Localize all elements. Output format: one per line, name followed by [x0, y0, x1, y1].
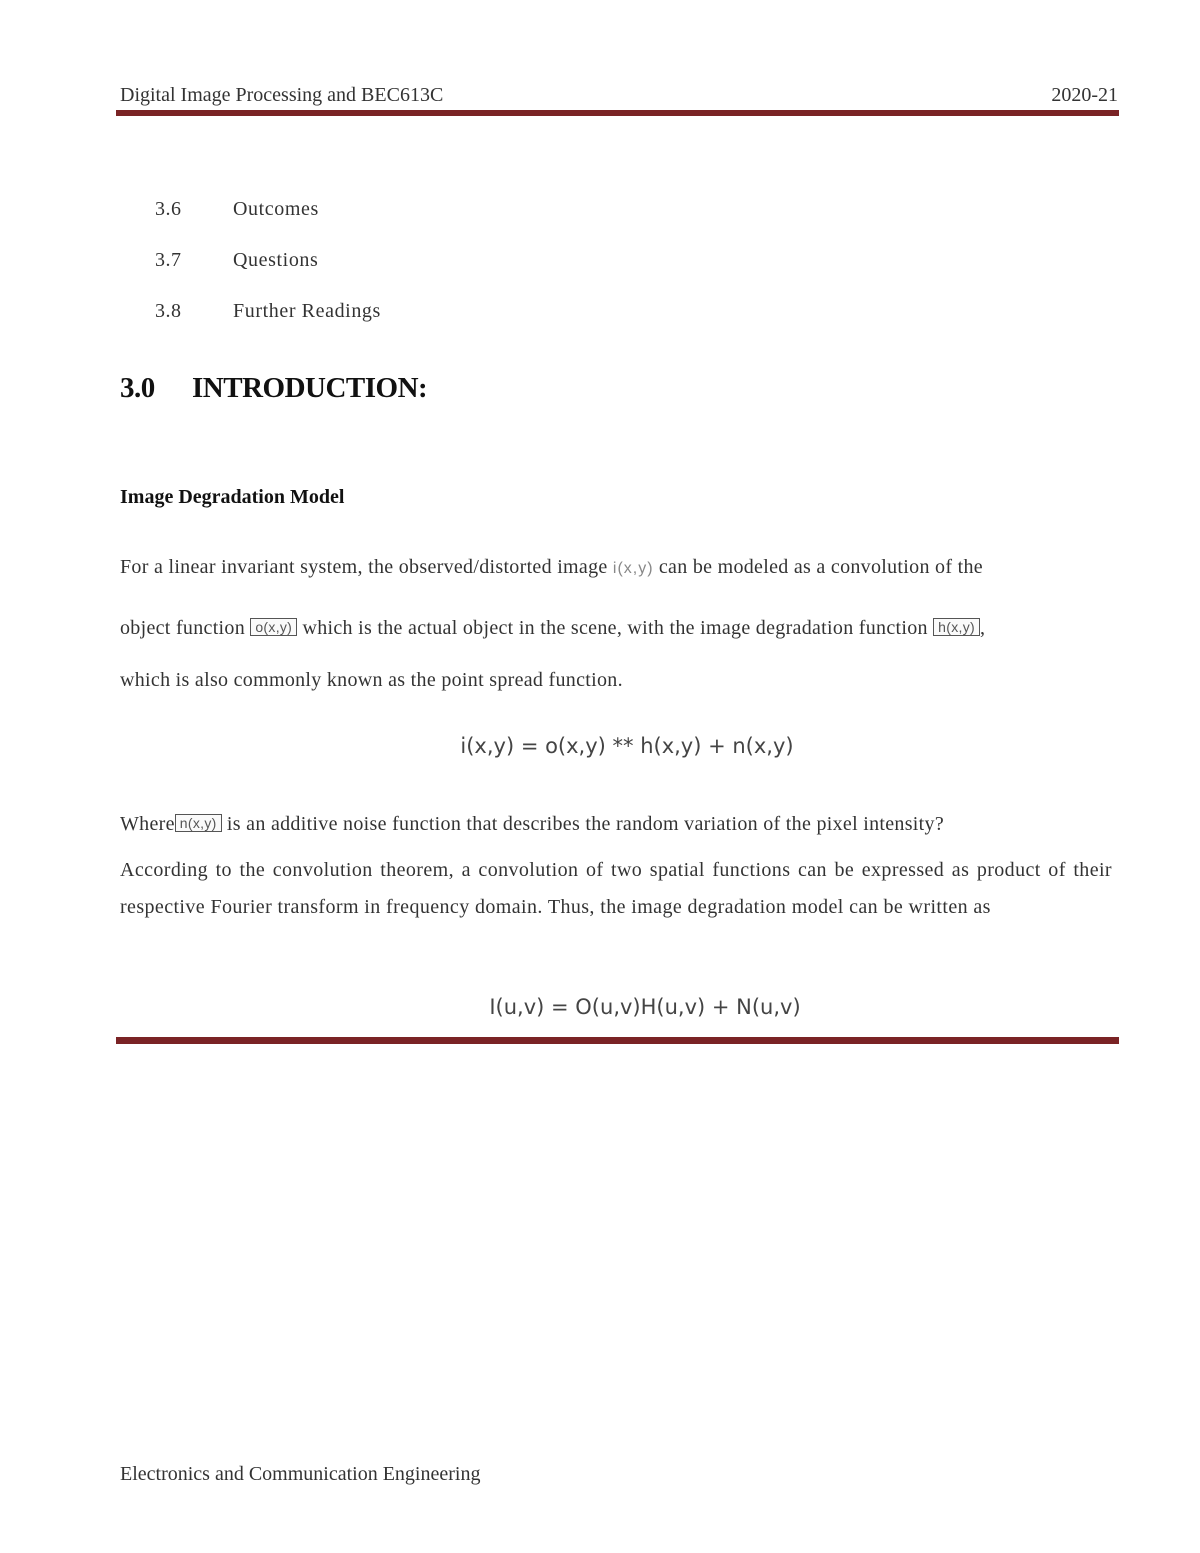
- text-span: is an additive noise function that describes the random variation of the pixel intensity?: [226, 813, 944, 835]
- footer-department: Electronics and Communication Engineering: [120, 1463, 481, 1485]
- equation-spatial: i(x,y) = o(x,y) ** h(x,y) + n(x,y): [460, 734, 794, 758]
- header-year: 2020-21: [1051, 84, 1118, 106]
- paragraph-convolution-theorem: According to the convolution theorem, a convolution of two spatial functions can be expressed as product of their respective Fourier transform in frequency domain. Thus, the image degradation model can be written as: [120, 859, 1112, 918]
- content-rule: [116, 1037, 1119, 1044]
- subheading: Image Degradation Model: [120, 486, 345, 508]
- inline-equation-o: o(x,y): [250, 618, 297, 636]
- toc-item-outcomes: Outcomes: [233, 198, 319, 220]
- section-number: 3.0: [120, 372, 155, 404]
- inline-equation-n: n(x,y): [175, 814, 222, 832]
- text-span: For a linear invariant system, the observed/distorted image: [120, 556, 608, 578]
- text-span: Where: [120, 813, 175, 835]
- toc-number: 3.7: [155, 249, 182, 271]
- toc-number: 3.8: [155, 300, 182, 322]
- toc-item-questions: Questions: [233, 249, 319, 271]
- toc-item-further-readings: Further Readings: [233, 300, 381, 322]
- text-span: can be modeled as a convolution of the: [658, 556, 983, 578]
- text-span: ,: [979, 617, 986, 639]
- paragraph-line: which is also commonly known as the point spread function.: [120, 669, 623, 691]
- paragraph-line: [120, 617, 985, 640]
- section-title: INTRODUCTION:: [192, 372, 428, 404]
- header-rule: [116, 110, 1119, 116]
- inline-equation-h: h(x,y): [933, 618, 980, 636]
- toc-number: 3.6: [155, 198, 182, 220]
- paragraph-line: [120, 556, 983, 579]
- equation-frequency: I(u,v) = O(u,v)H(u,v) + N(u,v): [489, 995, 801, 1019]
- section-heading: [120, 372, 427, 405]
- paragraph-line: [120, 813, 944, 836]
- inline-equation-i: i(x,y): [612, 560, 654, 577]
- text-span: which is the actual object in the scene, with the image degradation function: [302, 617, 928, 639]
- header-title: Digital Image Processing and BEC613C: [120, 84, 444, 106]
- text-span: object function: [120, 617, 246, 639]
